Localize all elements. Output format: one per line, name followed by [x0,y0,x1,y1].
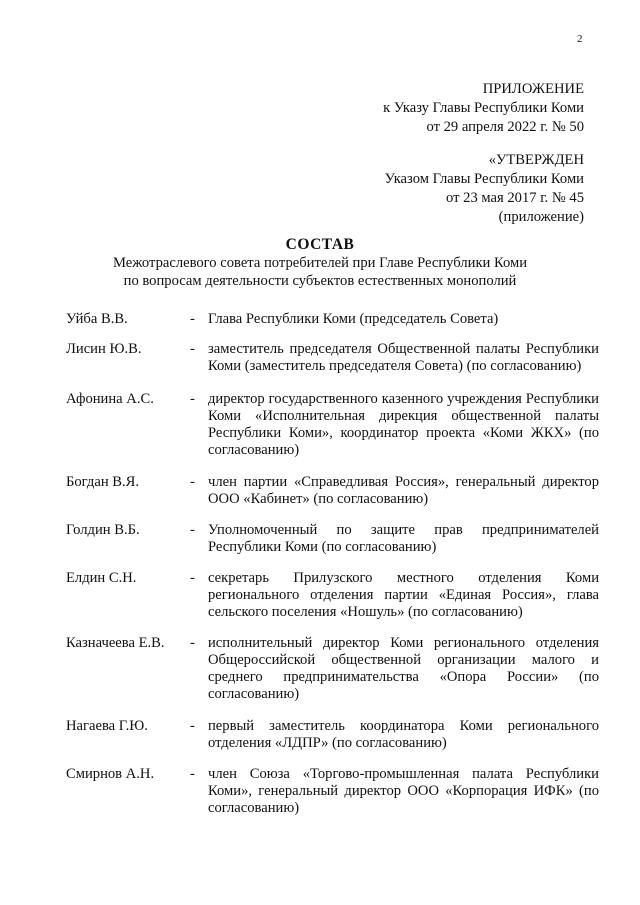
member-row [66,391,599,459]
member-dash: - [190,311,195,327]
member-dash: - [190,635,195,651]
member-role: директор государственного казенного учреждения Республики Коми «Исполнительная дирекция общественной палаты Республики Коми», координатор проекта «Коми ЖКХ» (по согласованию) [208,391,599,458]
member-name: Смирнов А.Н. [66,766,155,782]
member-dash: - [190,570,195,586]
member-row [66,635,599,703]
member-name: Елдин С.Н. [66,570,137,586]
member-role: заместитель председателя Общественной палаты Республики Коми (заместитель председателя Совета) (по согласованию) [208,341,599,374]
page-number: 2 [577,33,583,45]
approved-block [385,151,584,227]
members-list [66,311,599,817]
member-row [66,341,599,375]
appendix-line-3: от 29 апреля 2022 г. № 50 [426,119,584,135]
member-role: исполнительный директор Коми регионального отделения Общероссийской общественной организации малого и среднего предпринимательства «Опора России» (по согласованию) [208,635,599,702]
member-dash: - [190,474,195,490]
approved-line-2: Указом Главы Республики Коми [384,171,584,187]
appendix-line-2: к Указу Главы Республики Коми [383,100,584,116]
member-name: Нагаева Г.Ю. [66,718,148,734]
approved-line-4: (приложение) [498,209,584,225]
member-dash: - [190,522,195,538]
member-name: Уйба В.В. [66,311,128,327]
appendix-line-1: ПРИЛОЖЕНИЕ [482,81,584,97]
member-dash: - [190,391,195,407]
heading-title: СОСТАВ [285,236,355,253]
member-row [66,766,599,817]
member-name: Лисин Ю.В. [66,341,142,357]
member-dash: - [190,341,195,357]
member-role: Глава Республики Коми (председатель Совета) [208,311,499,327]
member-role: секретарь Прилузского местного отделения Коми регионального отделения партии «Единая Россия», глава сельского поселения «Ношуль» (по согласованию) [208,570,599,620]
member-row [66,718,599,752]
member-role: первый заместитель координатора Коми регионального отделения «ЛДПР» (по согласованию) [208,718,599,751]
member-dash: - [190,766,195,782]
member-dash: - [190,718,195,734]
heading-subtitle-1: Межотраслевого совета потребителей при Главе Республики Коми [112,255,528,271]
member-row [66,570,599,621]
member-row [66,474,599,508]
member-row [66,311,599,328]
member-name: Афонина А.С. [66,391,154,407]
approved-line-3: от 23 мая 2017 г. № 45 [446,190,584,206]
member-role: Уполномоченный по защите прав предпринимателей Республики Коми (по согласованию) [208,522,599,555]
member-row [66,522,599,556]
member-name: Казначеева Е.В. [66,635,165,651]
member-role: член Союза «Торгово-промышленная палата Республики Коми», генеральный директор ООО «Корпорация ИФК» (по согласованию) [208,766,599,816]
member-name: Богдан В.Я. [66,474,140,490]
approved-line-1: «УТВЕРЖДЕН [488,152,584,168]
appendix-block [383,80,584,137]
member-role: член партии «Справедливая Россия», генеральный директор ООО «Кабинет» (по согласованию) [208,474,599,507]
member-name: Голдин В.Б. [66,522,140,538]
document-heading [0,235,640,290]
heading-subtitle-2: по вопросам деятельности субъектов естественных монополий [123,272,517,289]
